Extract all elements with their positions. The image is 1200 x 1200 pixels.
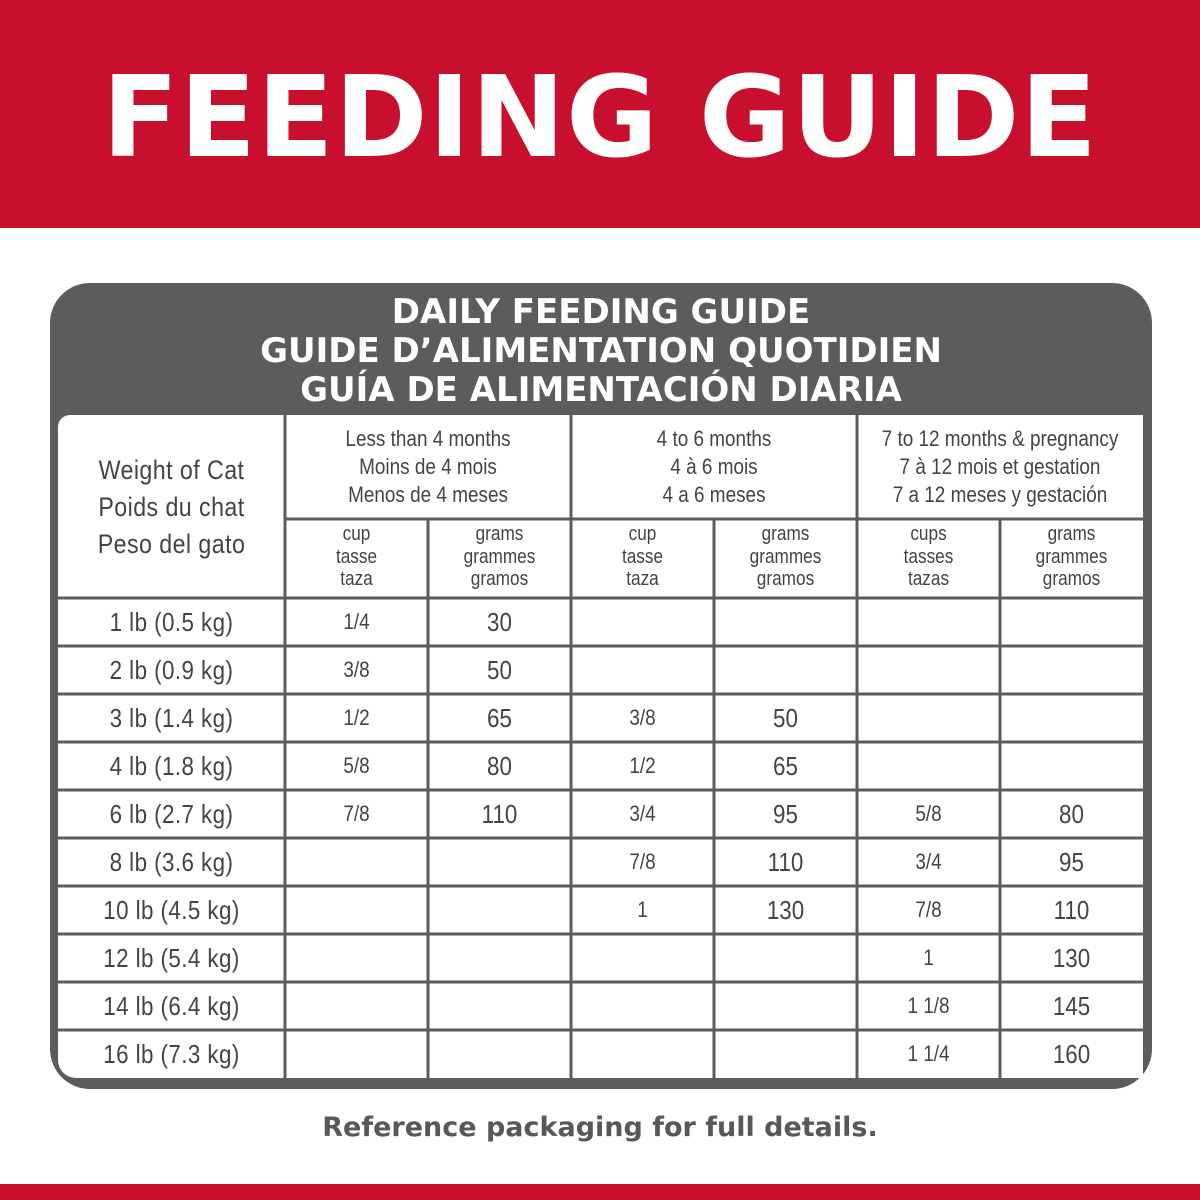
- weight-cell: 1 lb (0.5 kg): [109, 607, 234, 637]
- weight-cell: 10 lb (4.5 kg): [103, 895, 240, 925]
- grams-unit-label: grams: [475, 523, 524, 545]
- cup-unit-label: tazas: [907, 568, 950, 590]
- age-group-header-line: 4 a 6 meses: [662, 482, 766, 507]
- cup-amount-cell: 1/4: [343, 609, 370, 634]
- cup-amount-cell: 7/8: [343, 801, 370, 826]
- grams-unit-label: gramos: [756, 568, 815, 590]
- grams-unit-label: grams: [1047, 523, 1096, 545]
- age-group-header-line: 7 à 12 mois et gestation: [899, 454, 1101, 479]
- cup-amount-cell: 1/2: [629, 753, 656, 778]
- grams-unit-label: grammes: [1035, 545, 1108, 568]
- age-group-header-line: Less than 4 months: [345, 426, 511, 451]
- cup-amount-cell: 5/8: [915, 801, 942, 826]
- cup-amount-cell: 3/8: [629, 705, 656, 730]
- age-group-header-line: 4 to 6 months: [656, 426, 772, 451]
- cup-amount-cell: 3/4: [629, 801, 656, 826]
- gram-amount-cell: 110: [481, 799, 518, 829]
- cup-amount-cell: 1: [637, 897, 648, 922]
- grams-unit-label: gramos: [1042, 568, 1101, 590]
- gram-amount-cell: 65: [773, 751, 798, 781]
- gram-amount-cell: 130: [1052, 943, 1091, 973]
- page-title: FEEDING GUIDE: [102, 53, 1098, 183]
- panel-heading-es: GUÍA DE ALIMENTACIÓN DIARIA: [300, 370, 902, 410]
- gram-amount-cell: 95: [1059, 847, 1084, 877]
- weight-cell: 16 lb (7.3 kg): [103, 1039, 240, 1069]
- cup-amount-cell: 1: [923, 945, 934, 970]
- bottom-bar: [0, 1184, 1200, 1200]
- gram-amount-cell: 80: [487, 751, 512, 781]
- gram-amount-cell: 160: [1052, 1039, 1091, 1069]
- cup-unit-label: tasse: [335, 545, 378, 568]
- gram-amount-cell: 145: [1052, 991, 1091, 1021]
- weight-header-line: Poids du chat: [98, 492, 245, 522]
- grams-unit-label: grammes: [463, 545, 536, 568]
- grams-unit-label: grams: [761, 523, 810, 545]
- gram-amount-cell: 110: [1053, 895, 1090, 925]
- cup-amount-cell: 3/8: [343, 657, 370, 682]
- weight-cell: 2 lb (0.9 kg): [109, 655, 234, 685]
- cup-amount-cell: 1 1/8: [907, 993, 950, 1018]
- gram-amount-cell: 95: [773, 799, 798, 829]
- age-group-header-line: Menos de 4 meses: [348, 482, 508, 507]
- cup-unit-label: tasse: [621, 545, 664, 568]
- title-banner: [0, 0, 1200, 228]
- cup-amount-cell: 5/8: [343, 753, 370, 778]
- age-group-header-line: 4 à 6 mois: [670, 454, 758, 479]
- grams-unit-label: grammes: [749, 545, 822, 568]
- age-group-header-line: Moins de 4 mois: [359, 454, 497, 479]
- weight-cell: 8 lb (3.6 kg): [109, 847, 234, 877]
- cup-unit-label: cup: [342, 523, 371, 545]
- age-group-header-line: 7 a 12 meses y gestación: [892, 482, 1108, 507]
- weight-header-line: Peso del gato: [97, 529, 246, 559]
- panel-heading-en: DAILY FEEDING GUIDE: [391, 292, 811, 332]
- gram-amount-cell: 110: [767, 847, 804, 877]
- cup-unit-label: taza: [626, 568, 659, 590]
- weight-cell: 4 lb (1.8 kg): [109, 751, 234, 781]
- weight-cell: 14 lb (6.4 kg): [103, 991, 240, 1021]
- weight-cell: 12 lb (5.4 kg): [103, 943, 240, 973]
- gram-amount-cell: 50: [487, 655, 512, 685]
- feeding-table: [58, 415, 1143, 1078]
- cup-amount-cell: 7/8: [915, 897, 942, 922]
- panel-heading: [50, 293, 1152, 410]
- gram-amount-cell: 65: [487, 703, 512, 733]
- cup-unit-label: tasses: [903, 545, 954, 568]
- cup-unit-label: cups: [910, 523, 947, 545]
- gram-amount-cell: 80: [1059, 799, 1084, 829]
- weight-header-line: Weight of Cat: [98, 455, 245, 485]
- panel-heading-fr: GUIDE D’ALIMENTATION QUOTIDIEN: [260, 331, 942, 371]
- footer-note: Reference packaging for full details.: [322, 1112, 878, 1143]
- gram-amount-cell: 130: [766, 895, 805, 925]
- cup-unit-label: cup: [628, 523, 657, 545]
- weight-cell: 3 lb (1.4 kg): [109, 703, 234, 733]
- cup-amount-cell: 7/8: [629, 849, 656, 874]
- gram-amount-cell: 30: [487, 607, 512, 637]
- cup-amount-cell: 1/2: [343, 705, 370, 730]
- gram-amount-cell: 50: [773, 703, 798, 733]
- cup-amount-cell: 3/4: [915, 849, 942, 874]
- cup-unit-label: taza: [340, 568, 373, 590]
- weight-cell: 6 lb (2.7 kg): [109, 799, 234, 829]
- cup-amount-cell: 1 1/4: [907, 1041, 950, 1066]
- age-group-header-line: 7 to 12 months & pregnancy: [881, 426, 1119, 451]
- grams-unit-label: gramos: [470, 568, 529, 590]
